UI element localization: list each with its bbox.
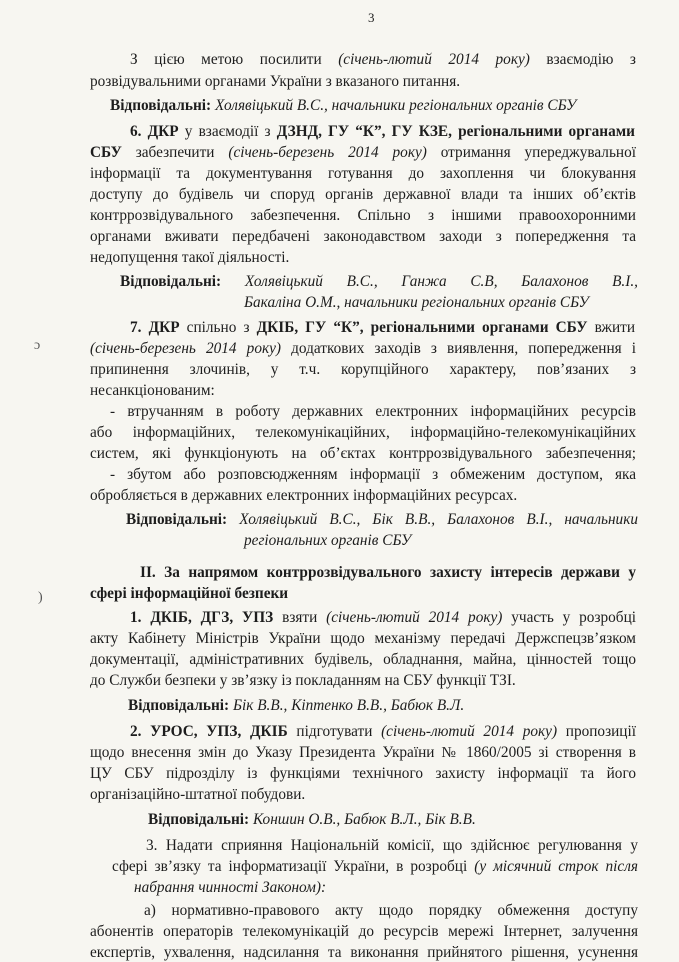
paragraph-line	[130, 318, 635, 337]
paragraph-line	[90, 423, 636, 442]
text-run: набрання чинності Законом):	[134, 879, 327, 896]
text-run: вжити	[587, 319, 636, 336]
text-run: 3. Надати сприяння Національній комісії, що здійснює регулювання у	[146, 837, 638, 854]
text-run: взаємодію з	[529, 51, 636, 68]
paragraph-line	[90, 943, 638, 962]
text-run: Холявіцький В.С., Бік В.В., Балахонов В.І., начальники	[227, 511, 638, 528]
text-run: контррозвідувального забезпечення. Спільно з іншими правоохоронними	[90, 207, 636, 224]
text-run: сфері інформаційної безпеки	[90, 585, 289, 602]
margin-mark: )	[38, 590, 43, 605]
text-run: Відповідальні:	[110, 97, 212, 114]
text-run: (січень-березень 2014 року)	[228, 144, 427, 161]
text-run: підготувати	[287, 723, 382, 740]
text-run: або інформаційних, телекомунікаційних, інформаційно-телекомунікаційних	[90, 424, 636, 441]
text-run: ЦУ СБУ підрозділу із функціями технічного захисту інформації та його	[90, 765, 636, 782]
text-run: Холявіцький В.С., Ганжа С.В, Балахонов В.І.,	[221, 273, 638, 290]
paragraph-line	[134, 878, 326, 897]
text-run: систем, які функціонують на об’єктах контррозвідувального забезпечення;	[90, 445, 636, 462]
text-run: акту Кабінету Міністрів України щодо механізму передачі Держспецзв’язком	[90, 630, 636, 647]
text-run: органами вживати передбачені законодавством заходи з попередження та	[90, 228, 636, 245]
text-run: - втручанням в роботу державних електронних інформаційних ресурсів	[110, 403, 636, 420]
paragraph-line	[144, 901, 638, 920]
paragraph-line	[146, 836, 638, 855]
paragraph-line	[90, 164, 636, 183]
paragraph-line	[130, 50, 636, 69]
margin-mark: ɔ	[34, 338, 41, 353]
paragraph-line	[90, 922, 638, 941]
text-run: розвідувальними органами України з вказаного питання.	[90, 73, 461, 90]
text-run: ДКІБ, ГУ “К”, регіональними органами СБУ	[256, 319, 588, 336]
text-run: (січень-лютий 2014 року)	[338, 51, 530, 68]
paragraph-line	[130, 608, 636, 627]
responsible-line	[244, 531, 411, 550]
paragraph-line	[90, 650, 636, 669]
text-run: 7. ДКР	[130, 319, 180, 336]
text-run: ДЗНД, ГУ “К”, ГУ КЗЕ, регіональними органами	[276, 123, 635, 140]
paragraph-line	[110, 402, 636, 421]
text-run: експертів, ухвалення, надсилання та виконання прийнятого рішення, усунення	[90, 944, 638, 961]
paragraph-line	[90, 143, 636, 162]
paragraph-line	[90, 206, 636, 225]
paragraph-line	[90, 248, 289, 267]
text-run: сфері зв’язку та інформатизації України, в розробці	[112, 858, 475, 875]
text-run: у взаємодії з	[178, 123, 277, 140]
responsible-line	[148, 810, 476, 829]
text-run: несанкціонованим:	[90, 382, 215, 399]
paragraph-line	[90, 743, 636, 762]
text-run: Відповідальні:	[120, 273, 222, 290]
section-heading	[90, 584, 288, 603]
responsible-line	[110, 96, 576, 115]
paragraph-line	[112, 857, 638, 876]
text-run: регіональних органів СБУ	[244, 532, 412, 549]
text-run: ІІ. За напрямом контррозвідувального захисту інтересів держави у	[140, 564, 636, 581]
text-run: абонентів операторів телекомунікацій до ресурсів мережі Інтернет, залучення	[90, 923, 638, 940]
text-run: інформації та документування готування до захоплення чи блокування	[90, 165, 636, 182]
text-run: 6. ДКР	[130, 123, 179, 140]
text-run: Коншин О.В., Бабюк В.Л., Бік В.В.	[249, 811, 476, 828]
text-run: пропозиції	[557, 723, 636, 740]
text-run: (у місячний строк після	[474, 858, 638, 875]
text-run: Бакаліна О.М., начальники регіональних органів СБУ	[244, 294, 589, 311]
text-run: (січень-березень 2014 року)	[90, 340, 282, 357]
page-number: 3	[368, 10, 375, 25]
responsible-line	[120, 272, 638, 291]
text-run: Холявіцький В.С., начальники регіональних органів СБУ	[211, 97, 577, 114]
text-run: отримання упереджувальної	[426, 144, 637, 161]
paragraph-line	[90, 339, 636, 358]
text-run: 1. ДКІБ, ДГЗ, УПЗ	[130, 609, 274, 626]
section-heading	[140, 563, 636, 582]
text-run: до Служби безпеки у зв’язку із покладанням на СБУ функції ТЗІ.	[90, 672, 516, 689]
text-run: обробляється в державних електронних інформаційних ресурсах.	[90, 487, 518, 504]
text-run: (січень-лютий 2014 року)	[381, 723, 558, 740]
text-run: Бік В.В., Кіптенко В.В., Бабюк В.Л.	[229, 697, 465, 714]
paragraph-line	[90, 185, 636, 204]
text-run: доступу до будівель чи споруд органів державної влади та інших об’єктів	[90, 186, 636, 203]
text-run: 2. УРОС, УПЗ, ДКІБ	[130, 723, 288, 740]
text-run: Відповідальні:	[126, 511, 228, 528]
text-run: спільно з	[179, 319, 257, 336]
text-run: організаційно-штатної побудови.	[90, 786, 306, 803]
text-run: а) нормативно-правового акту щодо порядку обмеження доступу	[144, 902, 638, 919]
paragraph-line	[90, 764, 636, 783]
paragraph-line	[90, 444, 636, 463]
text-run: Відповідальні:	[128, 697, 230, 714]
paragraph-line	[90, 486, 517, 505]
text-run: недопущення такої діяльності.	[90, 249, 290, 266]
text-run: взяти	[273, 609, 327, 626]
paragraph-line	[90, 381, 215, 400]
paragraph-line	[90, 227, 636, 246]
responsible-line	[126, 510, 638, 529]
text-run: участь у розробці	[502, 609, 637, 626]
paragraph-line	[110, 465, 636, 484]
paragraph-line	[130, 122, 635, 141]
text-run: - збутом або розповсюдженням інформації з обмеженим доступом, яка	[110, 466, 636, 483]
responsible-line	[128, 696, 464, 715]
paragraph-line	[130, 722, 636, 741]
paragraph-line	[90, 72, 460, 91]
text-run: додаткових заходів з виявлення, попередження і	[281, 340, 637, 357]
responsible-line	[244, 293, 589, 312]
paragraph-line	[90, 785, 305, 804]
text-run: забезпечити	[121, 144, 229, 161]
text-run: Відповідальні:	[148, 811, 250, 828]
paragraph-line	[90, 629, 636, 648]
text-run: СБУ	[90, 144, 122, 161]
text-run: документації, адміністративних будівель, обладнання, майна, цінностей тощо	[90, 651, 636, 668]
text-run: припинення злочинів, у т.ч. корупційного характеру, пов’язаних з	[90, 361, 636, 378]
paragraph-line	[90, 360, 636, 379]
text-run: З цією метою посилити	[130, 51, 339, 68]
text-run: щодо внесення змін до Указу Президента України № 1860/2005 зі створення в	[90, 744, 636, 761]
text-run: (січень-лютий 2014 року)	[326, 609, 503, 626]
paragraph-line	[90, 671, 516, 690]
